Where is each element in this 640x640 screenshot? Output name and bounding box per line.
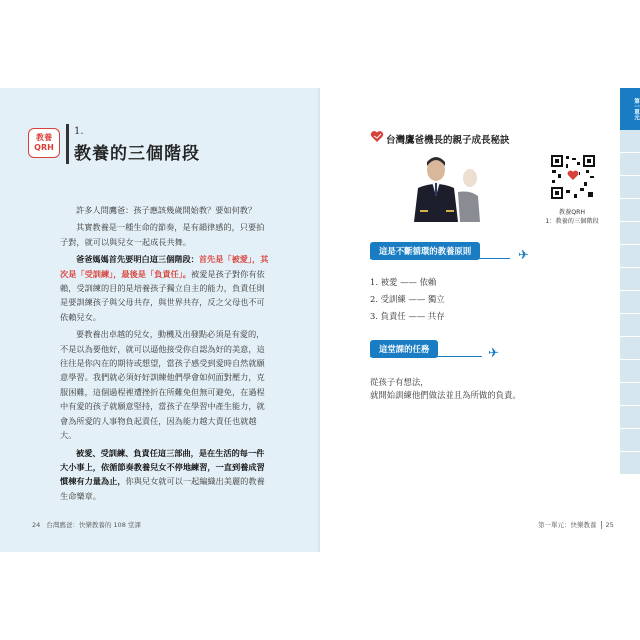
tab-unit-7[interactable]	[620, 245, 640, 268]
principles-list	[370, 274, 445, 325]
tab-unit-8[interactable]	[620, 268, 640, 291]
section-task-label: 這堂課的任務	[370, 340, 438, 358]
tab-unit-5[interactable]	[620, 199, 640, 222]
paragraph-5-rest: 你與兒女就可以一起編織出美麗的教養生命樂章。	[60, 476, 265, 501]
left-footer	[32, 520, 141, 529]
tab-unit-2[interactable]	[620, 130, 640, 153]
tab-unit-14[interactable]	[620, 406, 640, 429]
section-principles-label: 這是不斷循環的教養原則	[370, 242, 480, 260]
qr-caption-line2: 1：教養的三個階段	[545, 218, 599, 225]
tab-unit-1[interactable]: 第一單元	[620, 88, 640, 131]
book-title: 台灣鷹爸：快樂教養的 108 堂課	[46, 521, 141, 529]
right-footer	[538, 520, 614, 529]
right-page-number: 25	[605, 521, 614, 529]
tab-unit-9[interactable]	[620, 291, 640, 314]
unit-title: 第一單元：快樂教養	[538, 521, 597, 529]
list-item: 2. 受訓練 —— 獨立	[370, 294, 445, 304]
tab-unit-3[interactable]	[620, 153, 640, 176]
paragraph-5-bold: 被愛、受訓練、負責任這三部曲，是在生活的每一件大小事上，依循節奏教養兒女不停地練習，一直到養成習慣棟有力量為止，	[60, 447, 265, 487]
tab-unit-12[interactable]	[620, 360, 640, 383]
captain-photo	[400, 152, 490, 222]
paragraph-2: 其實教養是一種生命的節奏，是有韻律感的，只要拍子對，就可以與兒女一起成長共舞。	[60, 222, 265, 247]
badge-line1: 教養	[36, 133, 52, 142]
task-text	[370, 376, 521, 402]
tab-unit-15[interactable]	[620, 429, 640, 452]
paragraph-3-rest: 被愛是孩子對你有依賴，受訓練的目的是培養孩子獨立自主的能力，負責任則是要訓練孩子與父母共存，與世界共存，反之父母也不可依賴兒女。	[60, 268, 265, 322]
tab-unit-4[interactable]	[620, 176, 640, 199]
tab-unit-13[interactable]	[620, 383, 640, 406]
task-line1: 從孩子有想法，	[370, 377, 429, 387]
paragraph-1: 許多人問鷹爸：孩子應該幾歲開始教？要如何教？	[76, 205, 257, 215]
left-page	[0, 88, 320, 552]
footer-separator	[601, 521, 602, 529]
left-page-number: 24	[32, 521, 41, 529]
chapter-title: 教養的三個階段	[74, 144, 200, 164]
badge-line2: QRH	[34, 143, 54, 152]
paragraph-3	[60, 252, 272, 324]
qrh-badge	[28, 128, 60, 158]
paragraph-4: 要教養出卓越的兒女，動機及出發點必須是有愛的，不是以為要他好，就可以逼他接受你自認為好的美意，這往往是你內在的期待或想望，當孩子感受到愛時自然就願意學習。我們就必須好好訓練他們學會如何面對壓力，克服困難，這個過程裡遭挫折在所難免但無可避免，在過程中有愛的孩子就願意堅持，當孩子在學習中產生能力，就會為所愛的人事物負起責任，因為能力越大責任也就越大。	[60, 329, 265, 441]
tab-unit-16[interactable]	[620, 452, 640, 475]
body-text	[60, 203, 272, 506]
tab-unit-6[interactable]	[620, 222, 640, 245]
airplane-icon: ✈	[488, 346, 499, 361]
tab-unit-11[interactable]	[620, 337, 640, 360]
paragraph-3-lead: 爸爸媽媽首先要明白這三個階段：	[76, 254, 199, 265]
book-spread	[0, 88, 640, 552]
section-principles-rule	[370, 258, 510, 259]
right-header-title: 台灣鷹爸機長的親子成長秘訣	[386, 135, 510, 146]
section-task-rule	[370, 356, 482, 357]
list-item: 1. 被愛 —— 依賴	[370, 277, 437, 287]
side-tabs	[620, 88, 640, 552]
qr-caption	[536, 208, 608, 226]
qr-code[interactable]	[550, 154, 596, 200]
airplane-icon: ✈	[518, 248, 529, 263]
title-divider	[66, 124, 69, 164]
qr-caption-line1: 教養QRH	[558, 209, 586, 216]
paragraph-3-highlight: 首先是「被愛」，其次是「受訓練」，最後是「負責任」。	[60, 254, 269, 279]
paragraph-5	[60, 446, 272, 504]
heart-logo-icon	[370, 130, 384, 146]
list-item: 3. 負責任 —— 共存	[370, 311, 445, 321]
tab-unit-10[interactable]	[620, 314, 640, 337]
right-page	[320, 88, 640, 552]
task-line2: 就開始訓練他們做法並且為所做的負責。	[370, 390, 521, 400]
chapter-number: 1.	[74, 126, 84, 137]
